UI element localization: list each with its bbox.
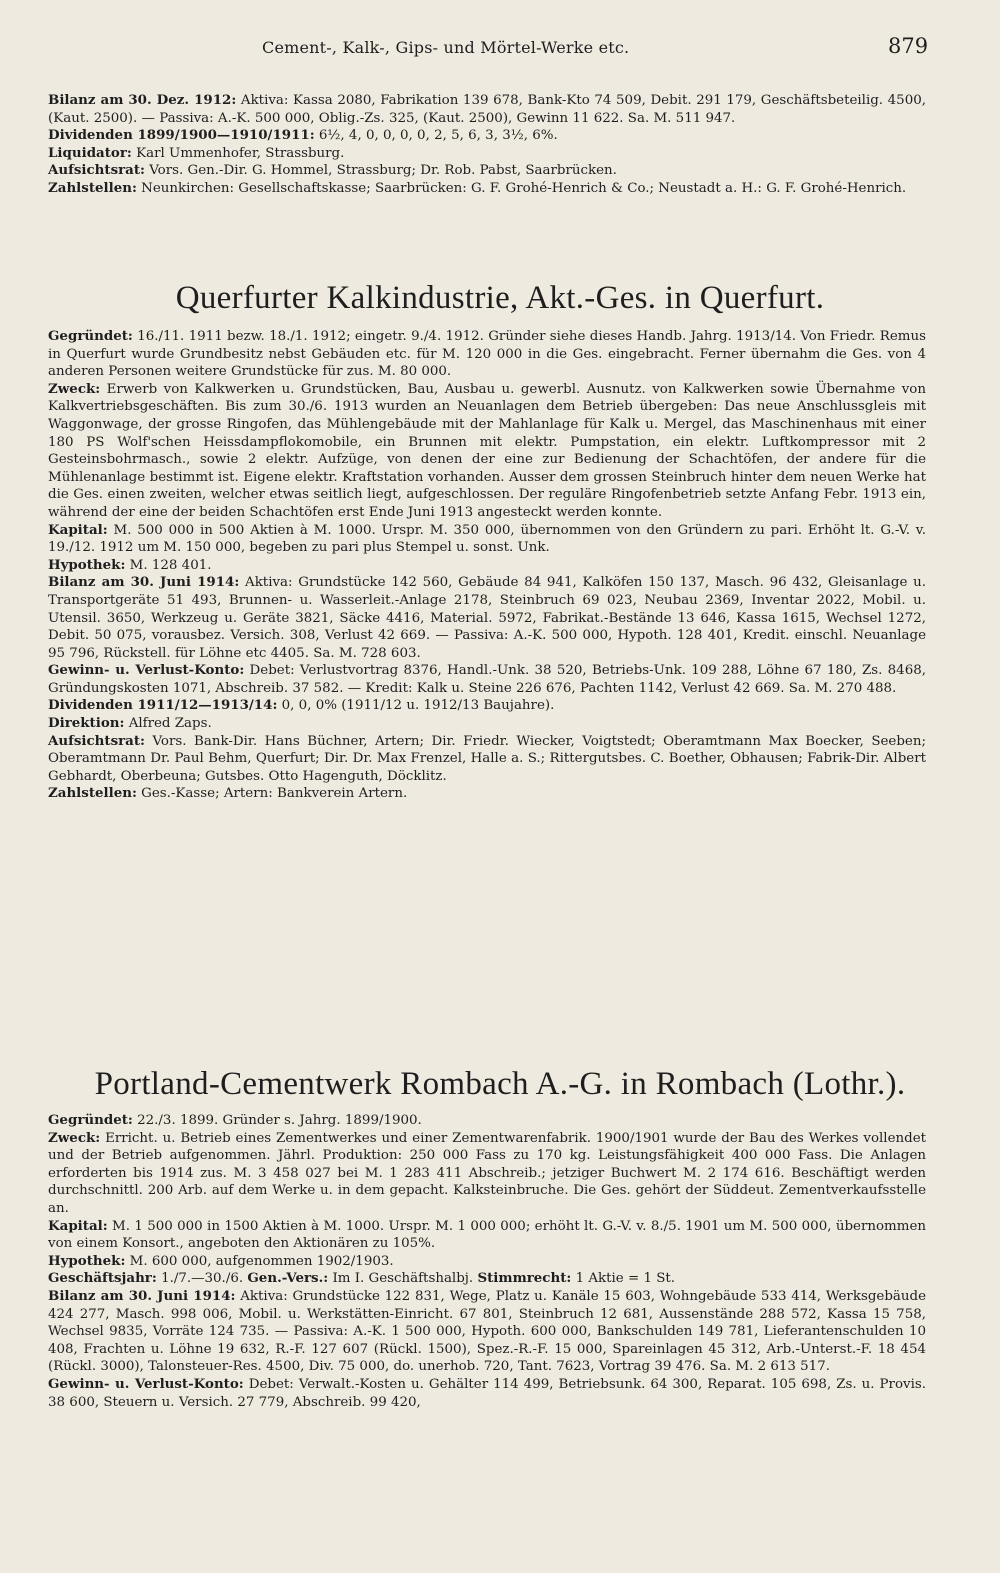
paragraph bbox=[48, 785, 926, 803]
entry-text: Alfred Zaps. bbox=[124, 716, 212, 732]
entry-keyword: Aufsichtsrat: bbox=[48, 162, 145, 179]
paragraph bbox=[48, 1130, 926, 1218]
entry-keyword: Zweck: bbox=[48, 1129, 101, 1146]
company-heading-rombach: Portland-Cementwerk Rombach A.-G. in Rombach (Lothr.). bbox=[94, 1066, 906, 1102]
entry-keyword: Aufsichtsrat: bbox=[48, 732, 145, 749]
entry-keyword: Hypothek: bbox=[48, 556, 126, 573]
entry-keyword: Hypothek: bbox=[48, 1252, 126, 1269]
paragraph bbox=[48, 92, 926, 127]
entry-text: Aktiva: Grundstücke 142 560, Gebäude 84 941, Kalköfen 150 137, Masch. 96 432, Gleisanlage u. Transportgeräte 51 493, Brunnen- u. Wasserleit.-Anlage 2178, Steinbruch 69 023, Neubau 2369, Inventar 2022, Mobil. u. Utensil. 3650, Werkzeug u. Geräte 3821, Säcke 4416, Material. 5972, Fabrikat.-Bestände 13 646, Kassa 1615, Wechsel 1272, Debit. 50 075, vorausbez. Versich. 308, Verlust 42 669. — Passiva: A.-K. 500 000, Hypoth. 128 401, Kredit. einschl. Neuanlage 95 796, Rückstell. für Löhne etc 4405. Sa. M. 728 603. bbox=[48, 575, 927, 661]
paragraph bbox=[48, 574, 926, 662]
entry-keyword: Gegründet: bbox=[48, 1112, 133, 1128]
paragraph bbox=[48, 127, 926, 145]
entry-keyword: Direktion: bbox=[48, 715, 125, 732]
entry-text: Ges.-Kasse; Artern: Bankverein Artern. bbox=[136, 786, 408, 802]
entry-keyword: Bilanz am 30. Juni 1914: bbox=[48, 1287, 236, 1304]
entry-keyword: Gewinn- u. Verlust-Konto: bbox=[48, 1375, 244, 1392]
entry-text: Aktiva: Kassa 2080, Fabrikation 139 678, Bank-Kto 74 509, Debit. 291 179, Geschäftsbeteilig. 4500, (Kaut. 2500). — Passiva: A.-K. 500 000, Oblig.-Zs. 325, (Kaut. 2500), Gewinn 11 622. Sa. M. 511 947. bbox=[48, 93, 926, 126]
entry-keyword: Bilanz am 30. Dez. 1912: bbox=[48, 92, 237, 108]
paragraph bbox=[48, 1270, 926, 1288]
paragraph bbox=[48, 733, 926, 786]
paragraph bbox=[48, 162, 926, 180]
entry-text: Debet: Verlustvortrag 8376, Handl.-Unk. 38 520, Betriebs-Unk. 109 288, Löhne 67 180, Zs. 8468, Gründungskosten 1071, Abschreib. 37 582. — Kredit: Kalk u. Steine 226 676, Pachten 1142, Verlust 42 669. Sa. M. 270 488. bbox=[48, 663, 926, 696]
entry-keyword: Liquidator: bbox=[48, 144, 132, 161]
header-title: Cement-, Kalk-, Gips- und Mörtel-Werke etc. bbox=[262, 38, 630, 57]
paragraph bbox=[48, 697, 926, 715]
entry-keyword: Zweck: bbox=[48, 380, 101, 397]
entry-text: 0, 0, 0% (1911/12 u. 1912/13 Baujahre). bbox=[277, 698, 555, 714]
entry-keyword: Stimmrecht: bbox=[477, 1270, 572, 1287]
entry-text: M. 128 401. bbox=[125, 557, 212, 573]
entry-keyword: Dividenden 1911/12—1913/14: bbox=[48, 697, 278, 714]
entry-keyword: Zahlstellen: bbox=[48, 179, 137, 196]
paragraph bbox=[48, 328, 926, 381]
section-previous-company bbox=[48, 92, 926, 198]
entry-keyword: Gegründet: bbox=[48, 328, 133, 344]
entry-text: M. 600 000, aufgenommen 1902/1903. bbox=[125, 1253, 394, 1269]
paragraph bbox=[48, 145, 926, 163]
paragraph bbox=[48, 557, 926, 575]
paragraph bbox=[48, 1253, 926, 1271]
entry-text: M. 1 500 000 in 1500 Aktien à M. 1000. Urspr. M. 1 000 000; erhöht lt. G.-V. v. 8./5. 1901 um M. 500 000, übernommen von einem Konsort., angeboten den Aktionären zu 105%. bbox=[48, 1218, 926, 1252]
entry-text: Aktiva: Grundstücke 122 831, Wege, Platz u. Kanäle 15 603, Wohngebäude 533 414, Werksgebäude 424 277, Masch. 998 006, Mobil. u. Werkstätten-Einricht. 67 801, Steinbruch 12 681, Aussenstände 288 572, Kassa 15 758, Wechsel 9835, Vorräte 124 735. — Passiva: A.-K. 1 500 000, Hypoth. 600 000, Bankschulden 149 781, Lieferantenschulden 10 408, Frachten u. Löhne 19 632, R.-F. 127 607 (Rückl. 1500), Spez.-R.-F. 15 000, Spareinlagen 45 312, Arb.-Unterst.-F. 18 454 (Rückl. 3000), Talonsteuer-Res. 4500, Div. 75 000, do. unerhob. 720, Tant. 7623, Vortrag 39 476. Sa. M. 2 613 517. bbox=[48, 1288, 926, 1375]
entry-text: 6½, 4, 0, 0, 0, 0, 2, 5, 6, 3, 3½, 6%. bbox=[314, 128, 558, 144]
paragraph bbox=[48, 1288, 926, 1376]
paragraph bbox=[48, 180, 926, 198]
entry-text: 16./11. 1911 bezw. 18./1. 1912; eingetr. 9./4. 1912. Gründer siehe dieses Handb. Jahrg. 1913/14. Von Friedr. Remus in Querfurt wurde Grundbesitz nebst Gebäuden etc. für M. 120 000 in die Ges. eingebracht. Ferner übernahm die Ges. von 4 anderen Personen weitere Grundstücke für zus. M. 80 000. bbox=[48, 329, 926, 380]
entry-keyword: Kapital: bbox=[48, 521, 108, 538]
entry-keyword: Gen.-Vers.: bbox=[247, 1270, 329, 1287]
running-header bbox=[0, 34, 1000, 68]
entry-text: Erwerb von Kalkwerken u. Grundstücken, Bau, Ausbau u. gewerbl. Ausnutz. von Kalkwerken sowie Übernahme von Kalkvertriebsgeschäften. Bis zum 30./6. 1913 wurden an Neuanlagen dem Betrieb übergeben: Das neue Anschlussgleis mit Waggonwage, der grosse Ringofen, das Mühlengebäude mit der Mahlanlage für Kalk u. Mergel, das Maschinenhaus mit einer 180 PS Wolf'schen Heissdampflokomobile, ein Brunnen mit elektr. Pumpstation, ein elektr. Luftkompressor mit 2 Gesteinsbohrmasch., sowie 2 elektr. Aufzüge, von denen der eine zur Bedienung der Schachtöfen, der andere für die Mühlenanlage bestimmt ist. Eigene elektr. Kraftstation vorhanden. Ausser dem grossen Steinbruch hinter dem neuen Werke hat die Ges. einen zweiten, welcher etwas seitlich liegt, aufgeschlossen. Der reguläre Ringofenbetrieb setzte Anfang Febr. 1913 ein, während der eine der beiden Schachtöfen erst Ende Juni 1913 angesteckt werden konnte. bbox=[48, 381, 926, 520]
section-rombach bbox=[48, 1112, 926, 1411]
paragraph bbox=[48, 715, 926, 733]
entry-text: Vors. Bank-Dir. Hans Büchner, Artern; Dir. Friedr. Wiecker, Voigtstedt; Oberamtmann Max Boecker, Seeben; Oberamtmann Dr. Paul Behm, Querfurt; Dir. Dr. Max Frenzel, Halle a. S.; Rittergutsbes. C. Boether, Obhausen; Fabrik-Dir. Albert Gebhardt, Oberbeuna; Gutsbes. Otto Hagenguth, Döcklitz. bbox=[48, 733, 926, 784]
entry-keyword: Gewinn- u. Verlust-Konto: bbox=[48, 662, 245, 679]
entry-keyword: Bilanz am 30. Juni 1914: bbox=[48, 574, 240, 591]
paragraph bbox=[48, 1112, 926, 1130]
paragraph bbox=[48, 522, 926, 557]
entry-text: Neunkirchen: Gesellschaftskasse; Saarbrücken: G. F. Grohé-Henrich & Co.; Neustadt a. H.: G. F. Grohé-Henrich. bbox=[136, 180, 907, 196]
entry-text: Vors. Gen.-Dir. G. Hommel, Strassburg; Dr. Rob. Pabst, Saarbrücken. bbox=[144, 163, 617, 179]
paragraph bbox=[48, 1376, 926, 1411]
entry-text: Erricht. u. Betrieb eines Zementwerkes und einer Zementwarenfabrik. 1900/1901 wurde der Bau des Werkes vollendet und der Betrieb aufgenommen. Jährl. Produktion: 250 000 Fass zu 170 kg. Leistungsfähigkeit 400 000 Fass. Die Anlagen erforderten bis 1914 zus. M. 3 458 027 bei M. 1 283 411 Abschreib.; jetziger Buchwert M. 2 174 616. Beschäftigt werden durchschnittl. 200 Arb. auf dem Werke u. in dem gepacht. Kalksteinbruche. Die Ges. gehört der Süddeut. Zementverkaufsstelle an. bbox=[48, 1130, 926, 1216]
paragraph bbox=[48, 1218, 926, 1253]
entry-text: 1./7.—30./6. bbox=[156, 1271, 248, 1287]
entry-text: Debet: Verwalt.-Kosten u. Gehälter 114 499, Betriebsunk. 64 300, Reparat. 105 698, Zs. u. Provis. 38 600, Steuern u. Versich. 27 779, Abschreib. 99 420, bbox=[48, 1376, 926, 1410]
entry-text: Karl Ummenhofer, Strassburg. bbox=[131, 145, 345, 161]
entry-text: M. 500 000 in 500 Aktien à M. 1000. Urspr. M. 350 000, übernommen von den Gründern zu pari. Erhöht lt. G.-V. v. 19./12. 1912 um M. 150 000, begeben zu pari plus Stempel u. sonst. Unk. bbox=[48, 522, 926, 556]
paragraph bbox=[48, 381, 926, 522]
section-querfurt bbox=[48, 328, 926, 803]
entry-text: 22./3. 1899. Gründer s. Jahrg. 1899/1900. bbox=[132, 1113, 422, 1128]
entry-keyword: Dividenden 1899/1900—1910/1911: bbox=[48, 127, 315, 144]
entry-keyword: Kapital: bbox=[48, 1217, 108, 1234]
company-heading-querfurt: Querfurter Kalkindustrie, Akt.-Ges. in Querfurt. bbox=[175, 280, 825, 316]
page-number: 879 bbox=[888, 34, 929, 58]
entry-keyword: Zahlstellen: bbox=[48, 785, 137, 802]
paragraph bbox=[48, 662, 926, 697]
entry-text: 1 Aktie = 1 St. bbox=[571, 1271, 676, 1287]
entry-text: Im I. Geschäftshalbj. bbox=[328, 1271, 478, 1287]
entry-keyword: Geschäftsjahr: bbox=[48, 1270, 157, 1287]
